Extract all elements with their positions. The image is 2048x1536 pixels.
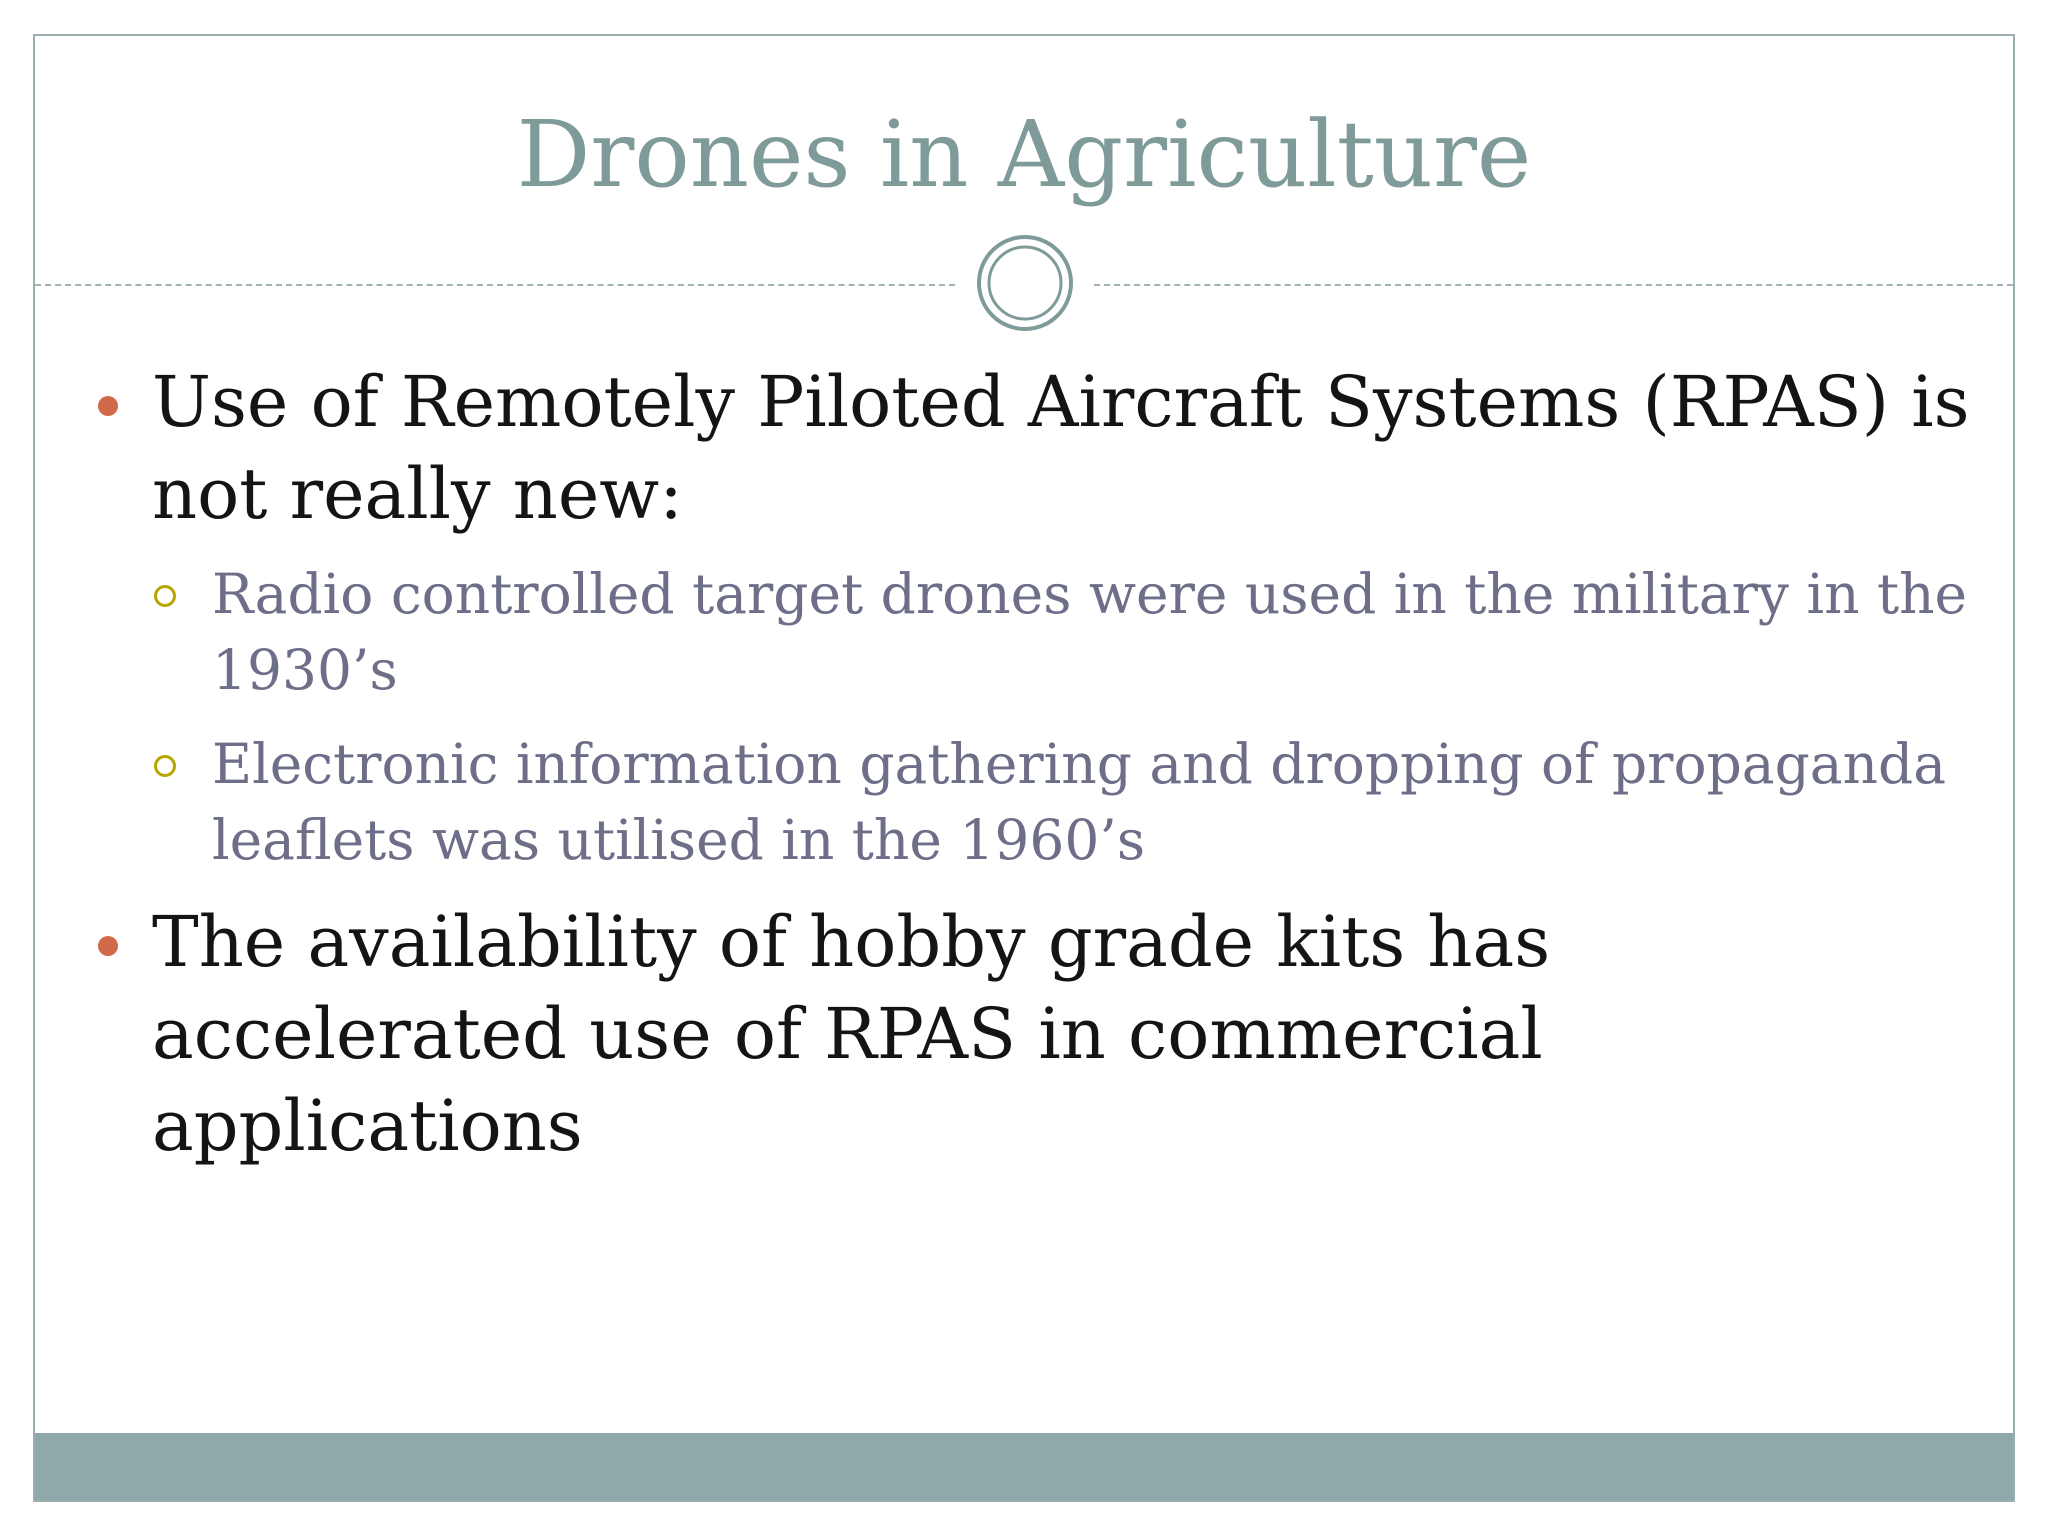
- filled-dot-icon: [98, 936, 118, 956]
- hollow-ring-icon: [154, 755, 176, 777]
- footer-band: [35, 1433, 2013, 1500]
- sub-bullet-item: [96, 726, 1976, 878]
- filled-dot-icon: [98, 396, 118, 416]
- bullet-text: Use of Remotely Piloted Aircraft Systems (RPAS) is not really new:: [152, 361, 1970, 535]
- hollow-ring-icon: [154, 585, 176, 607]
- title-divider-left: [35, 284, 955, 286]
- slide-title: Drones in Agriculture: [516, 101, 1532, 208]
- slide-body: [96, 356, 1976, 1188]
- double-ring-icon: [975, 233, 1075, 333]
- bullet-item: [96, 896, 1976, 1172]
- sub-bullet-text: Radio controlled target drones were used in the military in the 1930’s: [212, 562, 1968, 702]
- title-divider-right: [1094, 284, 2013, 286]
- bullet-text: The availability of hobby grade kits has accelerated use of RPAS in commercial applications: [152, 901, 1551, 1167]
- sub-bullet-item: [96, 556, 1976, 708]
- bullet-item: [96, 356, 1976, 540]
- sub-bullet-text: Electronic information gathering and dropping of propaganda leaflets was utilised in the 1960’s: [212, 732, 1947, 872]
